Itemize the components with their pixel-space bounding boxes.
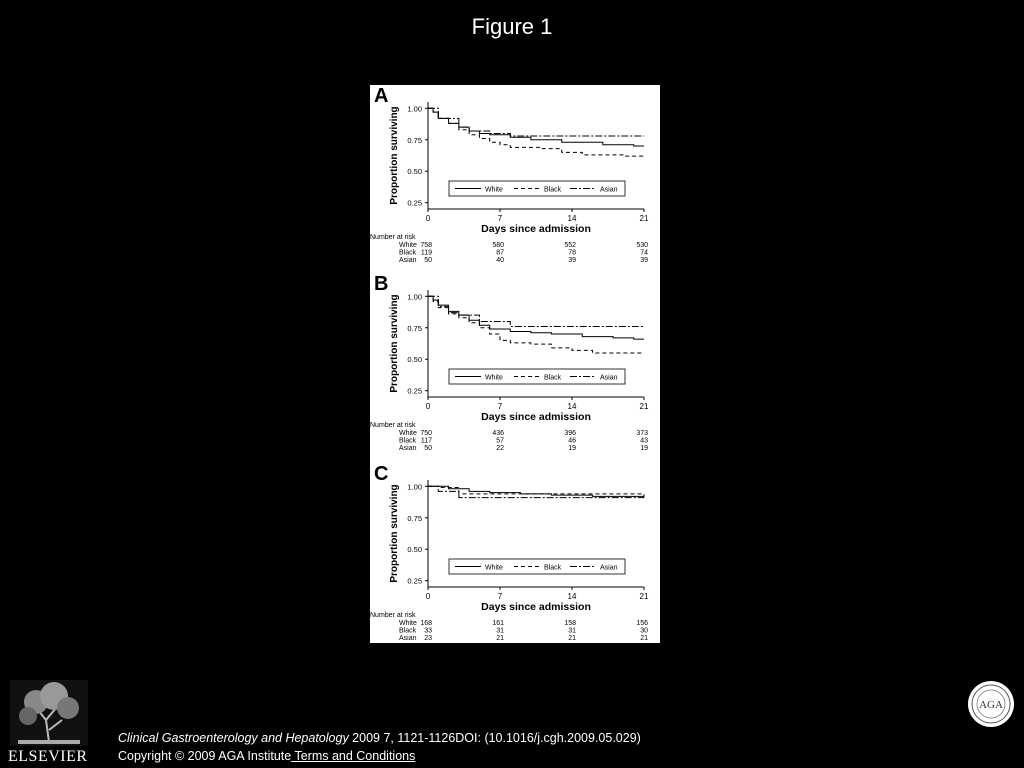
y-tick-label: 0.75 bbox=[407, 513, 422, 523]
panel-label: A bbox=[374, 85, 389, 107]
legend-label-black: Black bbox=[544, 374, 562, 382]
risk-table-group: Black bbox=[399, 627, 417, 635]
risk-table-value: 50 bbox=[424, 445, 432, 452]
risk-table-header: Number at risk bbox=[370, 422, 416, 429]
aga-seal-text: AGA bbox=[979, 699, 1003, 711]
x-axis-label: Days since admission bbox=[481, 411, 591, 423]
y-tick-label: 1.00 bbox=[407, 292, 422, 302]
copyright-text: Copyright © 2009 AGA Institute bbox=[118, 749, 292, 763]
risk-table-header: Number at risk bbox=[370, 234, 416, 241]
risk-table-value: 19 bbox=[640, 445, 648, 452]
x-tick-label: 21 bbox=[639, 214, 649, 223]
citation-details: 2009 7, 1121-1126DOI: (10.1016/j.cgh.2009.05.029) bbox=[348, 731, 641, 745]
y-tick-label: 0.50 bbox=[407, 167, 422, 177]
risk-table-group: Asian bbox=[399, 635, 417, 642]
risk-table-value: 39 bbox=[568, 257, 576, 264]
risk-table-group: White bbox=[399, 620, 417, 627]
citation-line bbox=[118, 731, 641, 745]
legend-label-white: White bbox=[485, 564, 503, 572]
x-tick-label: 14 bbox=[567, 592, 577, 601]
survival-curve-black bbox=[428, 296, 644, 353]
risk-table-value: 161 bbox=[492, 620, 504, 627]
risk-table-value: 530 bbox=[636, 242, 648, 249]
y-tick-label: 0.25 bbox=[407, 576, 422, 586]
risk-table-header: Number at risk bbox=[370, 612, 416, 619]
risk-table-value: 40 bbox=[496, 257, 504, 264]
x-axis-label: Days since admission bbox=[481, 601, 591, 613]
x-tick-label: 21 bbox=[639, 592, 649, 601]
risk-table-value: 31 bbox=[496, 627, 504, 635]
y-tick-label: 0.50 bbox=[407, 355, 422, 365]
x-tick-label: 7 bbox=[497, 402, 503, 411]
y-tick-label: 0.75 bbox=[407, 135, 422, 145]
aga-seal-logo bbox=[967, 680, 1015, 728]
legend-label-asian: Asian bbox=[600, 564, 618, 572]
figure-panel bbox=[370, 85, 660, 643]
y-tick-label: 0.25 bbox=[407, 198, 422, 208]
risk-table-value: 78 bbox=[568, 249, 576, 257]
x-tick-label: 7 bbox=[497, 592, 503, 601]
legend-label-asian: Asian bbox=[600, 186, 618, 194]
risk-table-group: Black bbox=[399, 249, 417, 257]
x-tick-label: 14 bbox=[567, 402, 577, 411]
y-tick-label: 0.50 bbox=[407, 545, 422, 555]
survival-curve-asian bbox=[428, 296, 644, 326]
risk-table-value: 396 bbox=[564, 430, 576, 437]
risk-table-value: 31 bbox=[568, 627, 576, 635]
risk-table-value: 50 bbox=[424, 257, 432, 264]
copyright-line bbox=[118, 749, 415, 763]
risk-table-value: 156 bbox=[636, 620, 648, 627]
survival-curve-white bbox=[428, 296, 644, 339]
slide-title: Figure 1 bbox=[471, 14, 553, 39]
risk-table-value: 74 bbox=[640, 249, 648, 257]
x-tick-label: 7 bbox=[497, 214, 503, 223]
y-tick-label: 1.00 bbox=[407, 482, 422, 492]
survival-curve-white bbox=[428, 486, 644, 496]
risk-table-value: 46 bbox=[568, 437, 576, 445]
survival-curves-figure bbox=[370, 85, 660, 643]
risk-table-value: 22 bbox=[496, 445, 504, 452]
risk-table-value: 580 bbox=[492, 242, 504, 249]
risk-table-value: 87 bbox=[496, 249, 504, 257]
elsevier-wordmark: ELSEVIER bbox=[8, 748, 88, 765]
x-axis-label: Days since admission bbox=[481, 223, 591, 235]
risk-table-value: 21 bbox=[640, 635, 648, 642]
risk-table-value: 19 bbox=[568, 445, 576, 452]
risk-table-value: 168 bbox=[420, 620, 432, 627]
survival-curve-white bbox=[428, 108, 644, 146]
y-axis-label: Proportion surviving bbox=[389, 484, 400, 583]
risk-table-value: 43 bbox=[640, 437, 648, 445]
y-tick-label: 0.75 bbox=[407, 323, 422, 333]
journal-name: Clinical Gastroenterology and Hepatology bbox=[118, 731, 349, 745]
x-tick-label: 0 bbox=[425, 592, 431, 601]
risk-table-value: 750 bbox=[420, 430, 432, 437]
risk-table-value: 552 bbox=[564, 242, 576, 249]
y-tick-label: 0.25 bbox=[407, 386, 422, 396]
panel-label: B bbox=[374, 273, 389, 295]
x-tick-label: 0 bbox=[425, 214, 431, 223]
risk-table-value: 758 bbox=[420, 242, 432, 249]
risk-table-group: Black bbox=[399, 437, 417, 445]
survival-curve-black bbox=[428, 108, 644, 156]
legend-label-white: White bbox=[485, 374, 503, 382]
risk-table-value: 57 bbox=[496, 437, 504, 445]
risk-table-value: 158 bbox=[564, 620, 576, 627]
y-axis-label: Proportion surviving bbox=[389, 106, 400, 205]
risk-table-value: 117 bbox=[420, 437, 432, 445]
risk-table-group: Asian bbox=[399, 257, 417, 264]
y-axis-label: Proportion surviving bbox=[389, 294, 400, 393]
x-tick-label: 14 bbox=[567, 214, 577, 223]
survival-curve-asian bbox=[428, 108, 644, 136]
x-tick-label: 21 bbox=[639, 402, 649, 411]
risk-table-group: White bbox=[399, 242, 417, 249]
y-tick-label: 1.00 bbox=[407, 104, 422, 114]
risk-table-value: 30 bbox=[640, 627, 648, 635]
x-tick-label: 0 bbox=[425, 402, 431, 411]
risk-table-value: 21 bbox=[496, 635, 504, 642]
risk-table-value: 39 bbox=[640, 257, 648, 264]
risk-table-value: 119 bbox=[420, 249, 432, 257]
risk-table-value: 21 bbox=[568, 635, 576, 642]
panel-label: C bbox=[374, 463, 389, 485]
legend-label-asian: Asian bbox=[600, 374, 618, 382]
legend-label-white: White bbox=[485, 186, 503, 194]
risk-table-value: 23 bbox=[424, 635, 432, 642]
risk-table-group: White bbox=[399, 430, 417, 437]
risk-table-value: 373 bbox=[636, 430, 648, 437]
legend-label-black: Black bbox=[544, 186, 562, 194]
risk-table-value: 33 bbox=[424, 627, 432, 635]
terms-link[interactable]: Terms and Conditions bbox=[291, 749, 416, 763]
risk-table-value: 436 bbox=[492, 430, 504, 437]
legend-label-black: Black bbox=[544, 564, 562, 572]
risk-table-group: Asian bbox=[399, 445, 417, 452]
